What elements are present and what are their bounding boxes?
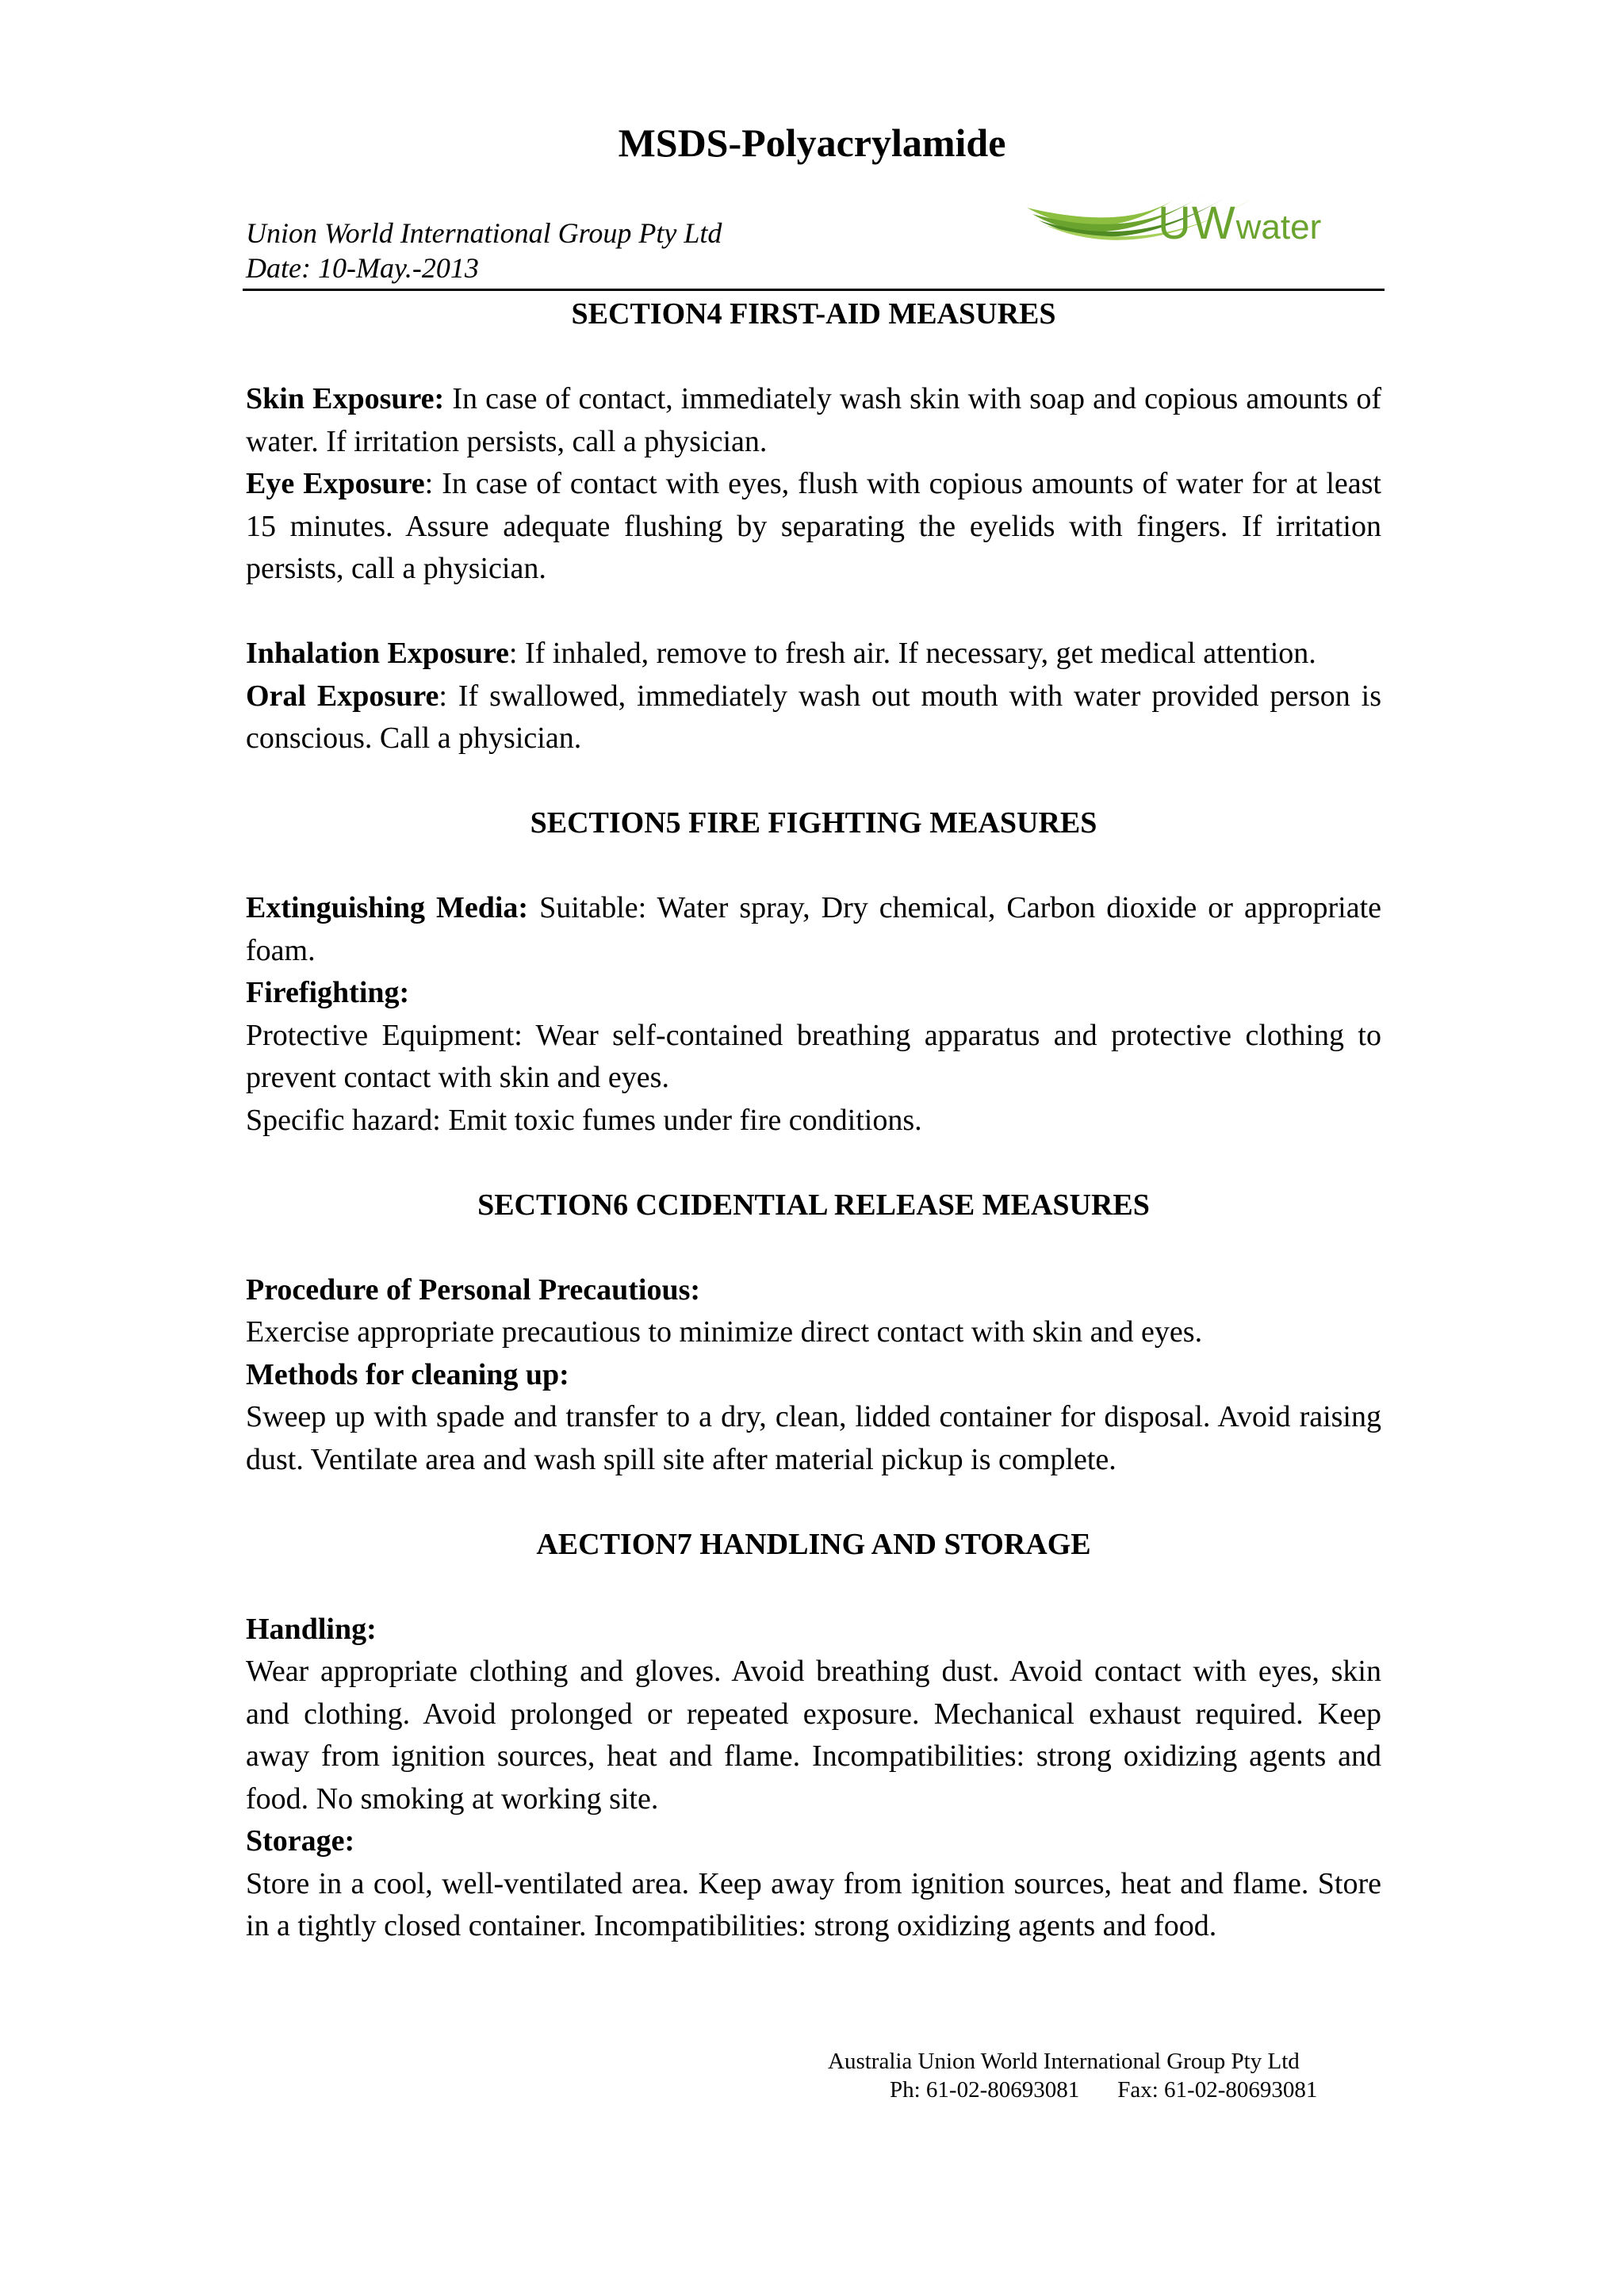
- spacer: [246, 760, 1381, 803]
- footer-company: Australia Union World International Group Pty Ltd: [828, 2049, 1300, 2074]
- handling-label: Handling:: [246, 1612, 377, 1646]
- skin-exposure-text: In case of contact, immediately wash skin with soap and copious amounts of water. If irritation persists, call a physician.: [246, 382, 1381, 458]
- header-divider: [243, 289, 1385, 291]
- spacer: [246, 845, 1381, 888]
- handling-paragraph: Wear appropriate clothing and gloves. Avoid breathing dust. Avoid contact with eyes, skin and clothing. Avoid prolonged or repeated exposure. Mechanical exhaust required. Keep away from ignition sources, heat and flame. Incompatibilities: strong oxidizing agents and food. No smoking at working site.: [246, 1655, 1381, 1816]
- firefighting-label: Firefighting:: [246, 976, 410, 1009]
- skin-exposure-label: Skin Exposure:: [246, 382, 445, 415]
- extinguishing-media-paragraph: [246, 887, 1381, 972]
- section7-heading: AECTION7 HANDLING AND STORAGE: [536, 1527, 1091, 1561]
- spacer: [246, 1566, 1381, 1609]
- oral-exposure-label: Oral Exposure: [246, 679, 439, 713]
- eye-exposure-text: : In case of contact with eyes, flush with copious amounts of water for at least 15 minutes. Assure adequate flushing by separating the eyelids with fingers. If irritation persists, call a physician.: [246, 467, 1381, 585]
- spacer: [246, 591, 1381, 633]
- logo-water-text: water: [1235, 208, 1322, 247]
- spacer: [246, 336, 1381, 379]
- footer-phone: Ph: 61-02-80693081: [890, 2077, 1080, 2103]
- extinguishing-media-label: Extinguishing Media:: [246, 891, 529, 924]
- inhalation-exposure-paragraph: [246, 633, 1381, 675]
- document-title: MSDS-Polyacrylamide: [618, 121, 1006, 165]
- storage-paragraph: Store in a cool, well-ventilated area. Keep away from ignition sources, heat and flame. Store in a tightly closed container. Incompatibilities: strong oxidizing agents and food.: [246, 1866, 1381, 1942]
- oral-exposure-paragraph: [246, 675, 1381, 760]
- spacer: [246, 1226, 1381, 1269]
- spacer: [246, 1142, 1381, 1184]
- footer-fax: Fax: 61-02-80693081: [1117, 2077, 1318, 2103]
- document-body: [246, 293, 1381, 1948]
- cleaning-methods-label: Methods for cleaning up:: [246, 1357, 569, 1391]
- eye-exposure-paragraph: [246, 463, 1381, 591]
- specific-hazard-paragraph: Specific hazard: Emit toxic fumes under fire conditions.: [246, 1103, 922, 1137]
- protective-equipment-paragraph: Protective Equipment: Wear self-contained breathing apparatus and protective clothing to prevent contact with skin and eyes.: [246, 1018, 1381, 1094]
- footer-contact: [890, 2076, 1317, 2104]
- section4-heading: SECTION4 FIRST-AID MEASURES: [571, 297, 1056, 331]
- extinguishing-media-text: Suitable: Water spray, Dry chemical, Carbon dioxide or appropriate foam.: [246, 891, 1381, 967]
- document-date: Date: 10-May.-2013: [246, 252, 479, 284]
- skin-exposure-paragraph: [246, 378, 1381, 463]
- storage-label: Storage:: [246, 1824, 355, 1858]
- inhalation-exposure-label: Inhalation Exposure: [246, 637, 509, 670]
- personal-precautions-paragraph: Exercise appropriate precautious to minimize direct contact with skin and eyes.: [246, 1315, 1203, 1349]
- company-logo: [1023, 176, 1340, 255]
- eye-exposure-label: Eye Exposure: [246, 467, 425, 500]
- company-name: Union World International Group Pty Ltd: [246, 217, 722, 249]
- cleaning-methods-paragraph: Sweep up with spade and transfer to a dry, clean, lidded container for disposal. Avoid raising dust. Ventilate area and wash spill site after material pickup is complete.: [246, 1400, 1381, 1476]
- personal-precautions-label: Procedure of Personal Precautious:: [246, 1272, 701, 1307]
- section5-heading: SECTION5 FIRE FIGHTING MEASURES: [530, 806, 1097, 840]
- oral-exposure-text: : If swallowed, immediately wash out mouth with water provided person is conscious. Call a physician.: [246, 679, 1381, 755]
- inhalation-exposure-text: : If inhaled, remove to fresh air. If necessary, get medical attention.: [508, 637, 1316, 670]
- logo-uw-text: UW: [1158, 197, 1236, 249]
- logo-wordmark: [1158, 197, 1322, 259]
- spacer: [246, 1481, 1381, 1524]
- section6-heading: SECTION6 CCIDENTIAL RELEASE MEASURES: [477, 1188, 1150, 1222]
